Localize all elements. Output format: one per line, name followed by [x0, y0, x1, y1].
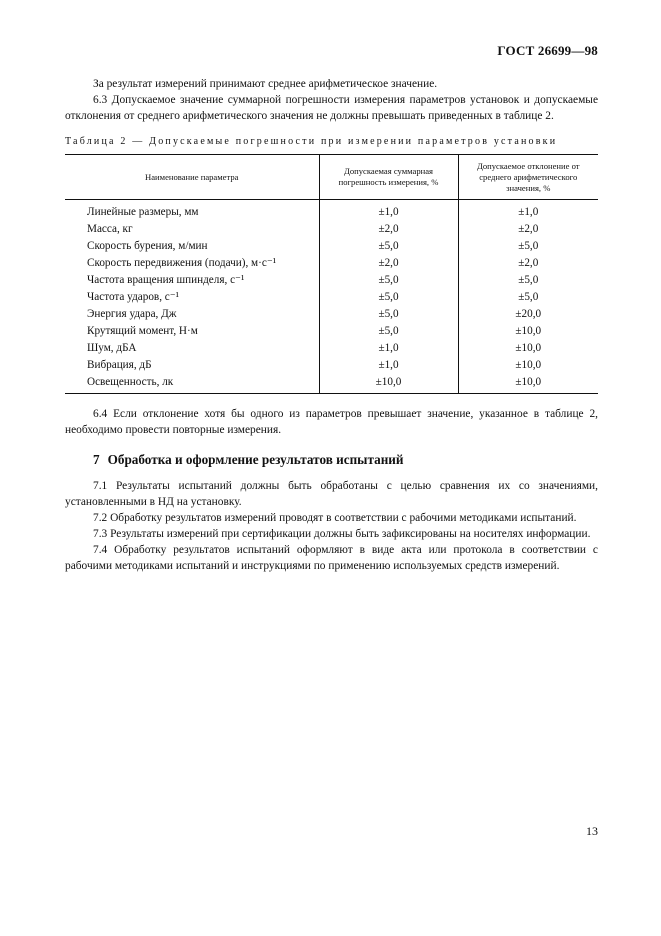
parameter-name: Крутящий момент, Н·м [87, 325, 198, 337]
total-error-value: ±5,0 [319, 272, 458, 289]
table-row [65, 340, 598, 357]
total-error-value: ±2,0 [319, 221, 458, 238]
total-error-value: ±10,0 [319, 374, 458, 394]
total-error-value: ±2,0 [319, 255, 458, 272]
total-error-value: ±1,0 [319, 340, 458, 357]
header-total-error: Допускаемая суммарная погрешность измерения, % [319, 155, 458, 200]
page-number: 13 [586, 824, 598, 838]
parameter-name: Шум, дБА [87, 342, 137, 354]
deviation-value: ±10,0 [458, 323, 598, 340]
paragraph-7-4: 7.4 Обработку результатов испытаний оформляют в виде акта или протокола в соответствии с рабочими методиками испытаний и инструкциями по применению используемых средств измерений. [65, 544, 598, 572]
deviation-value: ±1,0 [458, 200, 598, 222]
paragraph-6-4: 6.4 Если отклонение хотя бы одного из параметров превышает значение, указанное в таблице 2, необходимо провести повторные измерения. [65, 408, 598, 436]
table-row [65, 221, 598, 238]
intro-paragraph-result: За результат измерений принимают среднее арифметическое значение. [93, 78, 438, 90]
deviation-value: ±10,0 [458, 357, 598, 374]
parameter-name: Частота вращения шпинделя, с⁻¹ [87, 274, 245, 286]
tolerance-table [65, 154, 598, 394]
table-row [65, 306, 598, 323]
total-error-value: ±5,0 [319, 306, 458, 323]
section-title: Обработка и оформление результатов испытаний [107, 452, 404, 467]
parameter-name: Линейные размеры, мм [87, 206, 199, 218]
table-row [65, 357, 598, 374]
header-parameter-name: Наименование параметра [65, 155, 319, 200]
total-error-value: ±1,0 [319, 200, 458, 222]
deviation-value: ±5,0 [458, 238, 598, 255]
parameter-name: Энергия удара, Дж [87, 308, 177, 320]
parameter-name: Частота ударов, с⁻¹ [87, 291, 180, 303]
table-row [65, 200, 598, 222]
total-error-value: ±5,0 [319, 289, 458, 306]
deviation-value: ±2,0 [458, 255, 598, 272]
total-error-value: ±5,0 [319, 238, 458, 255]
table-row [65, 272, 598, 289]
table-caption: Таблица 2 — Допускаемые погрешности при измерении параметров установки [65, 136, 558, 147]
header-deviation: Допускаемое отклонение от среднего арифметического значения, % [458, 155, 598, 200]
page-content [65, 76, 598, 574]
deviation-value: ±2,0 [458, 221, 598, 238]
deviation-value: ±20,0 [458, 306, 598, 323]
table-row [65, 289, 598, 306]
intro-paragraph-6-3: 6.3 Допускаемое значение суммарной погрешности измерения параметров установок и допускаемые отклонения от среднего арифметического значения не должны превышать приведенных в таблице 2. [65, 94, 598, 122]
parameter-name: Скорость передвижения (подачи), м·с⁻¹ [87, 257, 277, 269]
deviation-value: ±10,0 [458, 340, 598, 357]
parameter-name: Масса, кг [87, 223, 133, 235]
parameter-name: Скорость бурения, м/мин [87, 240, 208, 252]
section-number: 7 [93, 452, 100, 467]
table-row [65, 238, 598, 255]
table-row [65, 255, 598, 272]
table-header-row [65, 155, 598, 200]
table-row [65, 323, 598, 340]
document-code: ГОСТ 26699—98 [497, 43, 598, 58]
paragraph-7-1: 7.1 Результаты испытаний должны быть обработаны с целью сравнения их со значениями, установленными в НД на установку. [65, 480, 598, 508]
parameter-name: Вибрация, дБ [87, 359, 152, 371]
deviation-value: ±10,0 [458, 374, 598, 394]
deviation-value: ±5,0 [458, 289, 598, 306]
table-row [65, 374, 598, 394]
section-7-heading [65, 452, 598, 468]
deviation-value: ±5,0 [458, 272, 598, 289]
total-error-value: ±1,0 [319, 357, 458, 374]
paragraph-7-3: 7.3 Результаты измерений при сертификации должны быть зафиксированы на носителях информации. [93, 528, 591, 540]
total-error-value: ±5,0 [319, 323, 458, 340]
parameter-name: Освещенность, лк [65, 374, 319, 394]
paragraph-7-2: 7.2 Обработку результатов измерений проводят в соответствии с рабочими методиками испытаний. [93, 512, 577, 524]
